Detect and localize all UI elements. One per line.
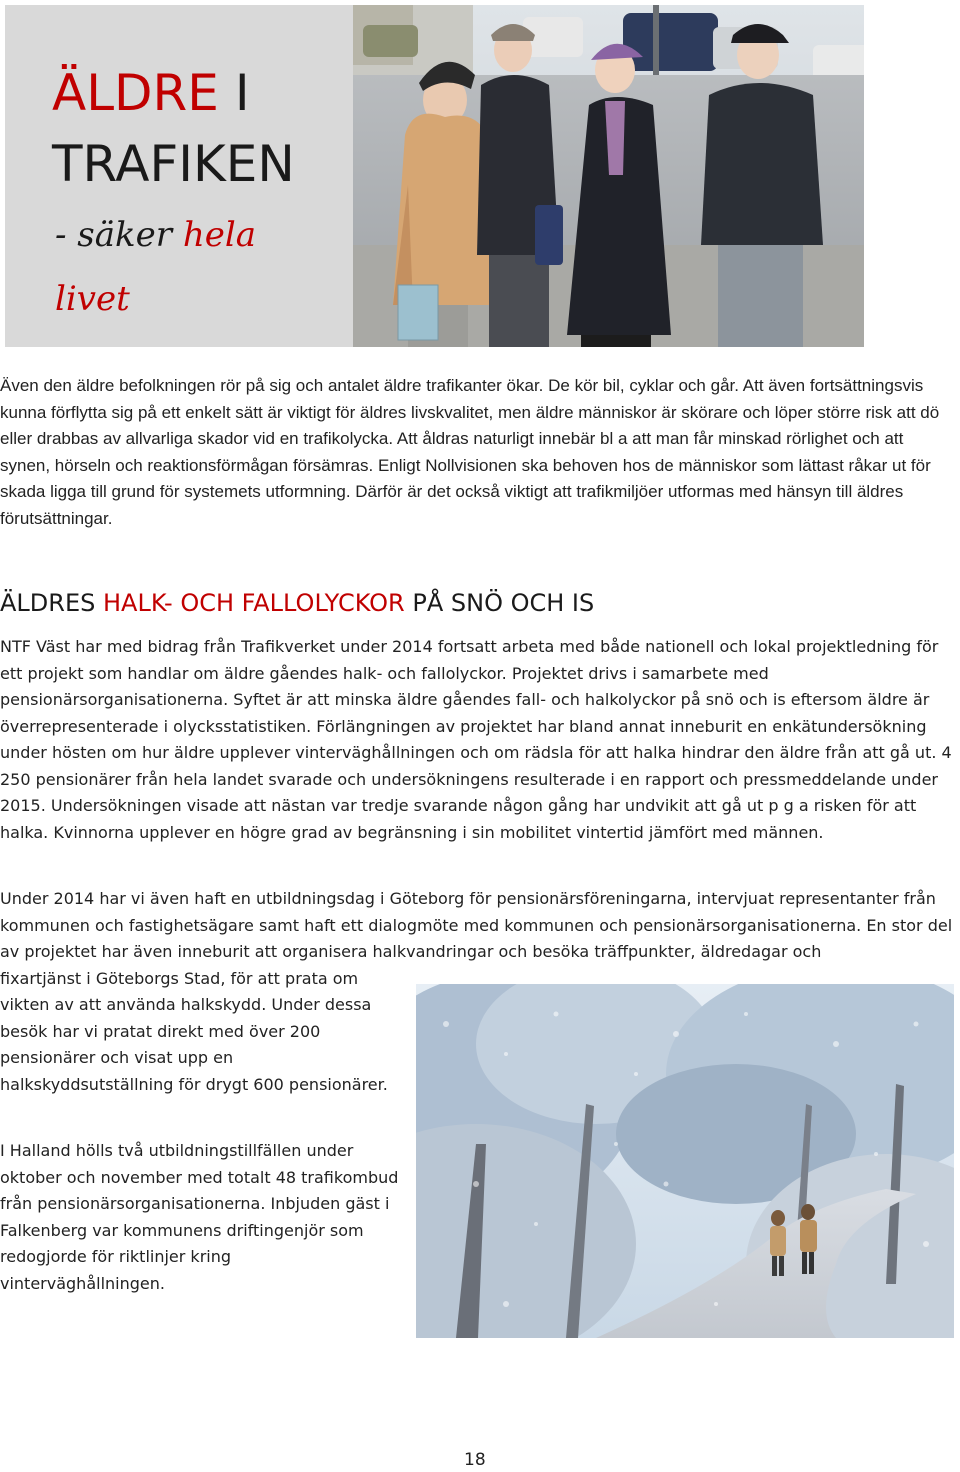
frosty-path-photo	[416, 984, 954, 1338]
title-block	[5, 5, 353, 347]
title-word-aldre: ÄLDRE	[52, 64, 219, 122]
page-number: 18	[464, 1450, 486, 1470]
subtitle-word-hela: hela	[182, 215, 256, 255]
title-line-2: TRAFIKEN	[52, 135, 295, 193]
heading-part-aldres: ÄLDRES	[0, 589, 96, 617]
body-paragraph-project: NTF Väst har med bidrag från Trafikverket under 2014 fortsatt arbeta med både nationell och lokal projektledning för ett projekt som handlar om äldre gåendes halk- och fallolyckor. Projektet drivs i samarbete med pensionärsorganisationerna. Syftet är att minska äldre gåendes fall- och halkolyckor på snö och is eftersom äldre är överrepresenterade i olycksstatistiken. Förlängningen av projektet har bland annat inneburit en enkätundersökning under hösten om hur äldre upplever vinterväghållningen och om rädsla för att halka hindrar den äldre från att gå ut. 4 250 pensionärer från hela landet svarade och undersökningens resulterade i en rapport och pressmeddelande under 2015. Undersökningen visade att nästan var tredje svarande någon gång har undvikit att gå ut p g a risken för att halka. Kvinnorna upplever en högre grad av begränsning i sin mobilitet vintertid jämfört med männen.	[0, 637, 952, 842]
intro-paragraph: Även den äldre befolkningen rör på sig och antalet äldre trafikanter ökar. De kör bil, cyklar och går. Att även fortsättningsvis kunna förflytta sig på ett enkelt sätt är viktigt för äldres livskvalitet, men äldre människor är skörare och löper större risk att dö eller drabbas av allvarliga skador vid en trafikolycka. Att åldras naturligt innebär bl a att man får minskad rörlighet och att synen, hörseln och reaktionsförmågan försämras. Enligt Nollvisionen ska behoven hos de människor som lättast råkar ut för skada ligga till grund för systemets utformning. Därför är det också viktigt att trafikmiljöer utformas med hänsyn till äldres förutsättningar.	[0, 376, 940, 528]
paragraph-2-narrow: fixartjänst i Göteborgs Stad, för att prata om vikten av att använda halkskydd. Under dessa besök har vi pratat direkt med över 200 pensionärer och visat upp en halkskyddsutställning för drygt 600 pensionärer.	[0, 968, 388, 1094]
elderly-group-photo	[353, 5, 864, 347]
paragraph-2-full-width: Under 2014 har vi även haft en utbildningsdag i Göteborg för pensionärsföreningarna, intervjuat representanter från kommunen och fastighetsägare samt haft ett dialogmöte med kommunen och pensionärsorganisationerna. En stor del av projektet har även inneburit att organisera halkvandringar och besöka träffpunkter, äldredagar och	[0, 889, 953, 961]
subtitle-line-2: livet	[55, 279, 130, 319]
heading-part-pa-sno-och-is: PÅ SNÖ OCH IS	[412, 589, 595, 617]
section-heading	[0, 586, 594, 620]
title-line-1	[52, 65, 250, 121]
body-paragraph-halland: I Halland hölls två utbildningstillfällen under oktober och november med totalt 48 trafikombud från pensionärsorganisationerna. Inbjuden gäst i Falkenberg var kommunens driftingenjör som redogjorde för riktlinjer kring vinterväghållningen.	[0, 1141, 399, 1293]
heading-part-halk-och-fallolyckor: HALK- OCH FALLOLYCKOR	[102, 589, 405, 617]
frosty-path-illustration	[416, 984, 954, 1338]
subtitle-word-saker: - säker	[55, 215, 172, 255]
subtitle-line-1	[55, 213, 256, 257]
elderly-group-illustration	[353, 5, 864, 347]
title-word-i: I	[234, 64, 250, 122]
